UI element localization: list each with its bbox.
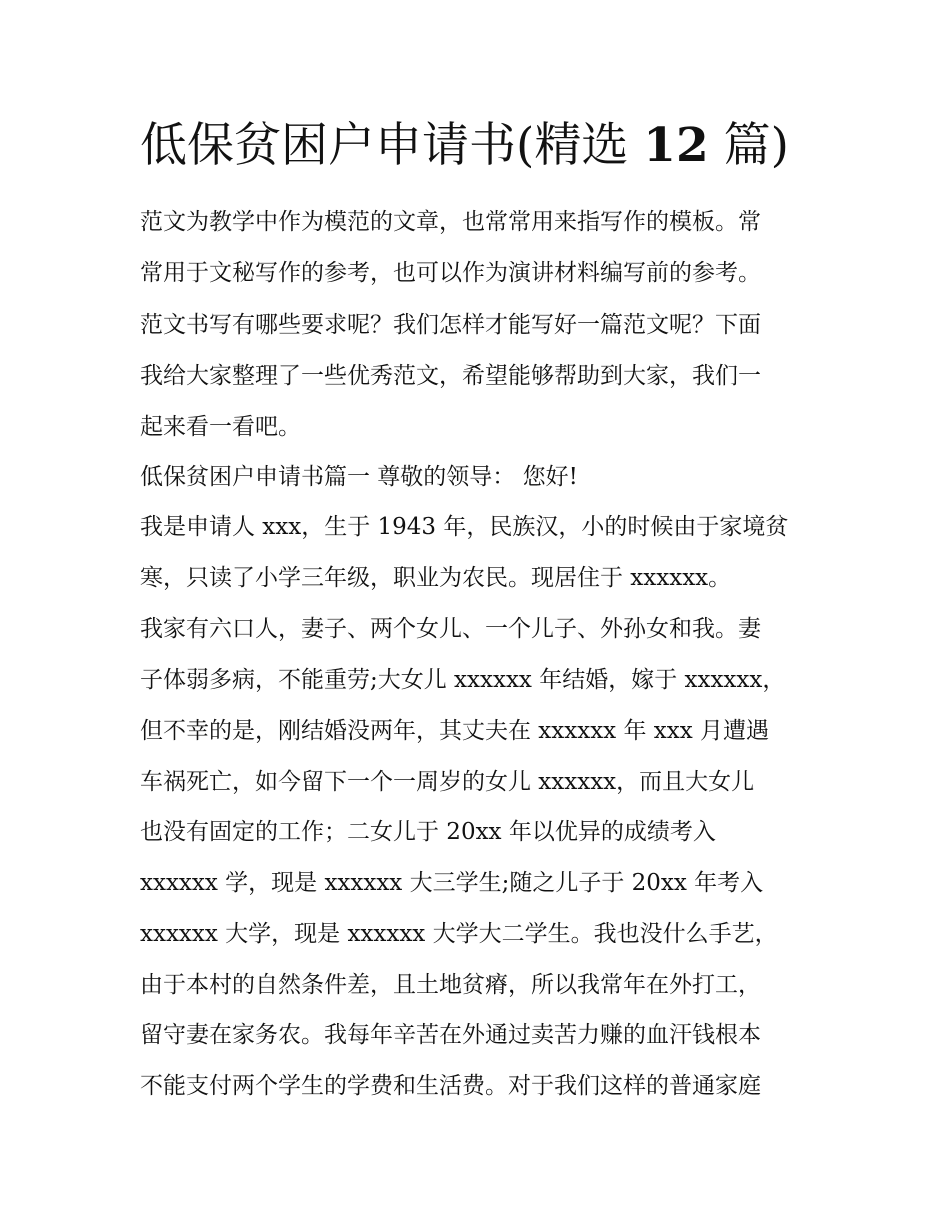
document-title: 低保贫困户申请书(精选 12 篇) <box>140 118 789 173</box>
text-line: 常用于文秘写作的参考，也可以作为演讲材料编写前的参考。 <box>140 260 761 286</box>
text-line: 范文为教学中作为模范的文章，也常常用来指写作的模板。常 <box>140 209 761 235</box>
text-line: 由于本村的自然条件差，且土地贫瘠，所以我常年在外打工， <box>140 972 761 998</box>
text-line: 但不幸的是，刚结婚没两年，其丈夫在 xxxxxx 年 xxx 月遭遇 <box>140 718 769 744</box>
text-line: 寒，只读了小学三年级，职业为农民。现居住于 xxxxxx。 <box>140 565 732 591</box>
text-line: 车祸死亡，如今留下一个一周岁的女儿 xxxxxx，而且大女儿 <box>140 769 755 795</box>
text-line: 起来看一看吧。 <box>140 414 301 440</box>
text-line: 留守妻在家务农。我每年辛苦在外通过卖苦力赚的血汗钱根本 <box>140 1022 761 1048</box>
text-line: 范文书写有哪些要求呢？我们怎样才能写好一篇范文呢？下面 <box>140 312 761 338</box>
text-line: 低保贫困户申请书篇一 尊敬的领导： 您好! <box>140 464 578 490</box>
text-line: 子体弱多病，不能重劳;大女儿 xxxxxx 年结婚，嫁于 xxxxxx， <box>140 667 786 693</box>
text-line: 我家有六口人，妻子、两个女儿、一个儿子、外孙女和我。妻 <box>140 616 761 642</box>
title-count: 12 <box>643 118 709 173</box>
text-line: 我是申请人 xxx，生于 1943 年，民族汉，小的时候由于家境贫 <box>140 514 789 540</box>
text-line: 我给大家整理了一些优秀范文，希望能够帮助到大家，我们一 <box>140 363 761 389</box>
text-line: 不能支付两个学生的学费和生活费。对于我们这样的普通家庭 <box>140 1073 761 1099</box>
text-line: xxxxxx 大学，现是 xxxxxx 大学大二学生。我也没什么手艺， <box>140 921 778 947</box>
text-line: xxxxxx 学，现是 xxxxxx 大三学生;随之儿子于 20xx 年考入 <box>140 870 764 896</box>
text-line: 也没有固定的工作；二女儿于 20xx 年以优异的成绩考入 <box>140 819 716 845</box>
